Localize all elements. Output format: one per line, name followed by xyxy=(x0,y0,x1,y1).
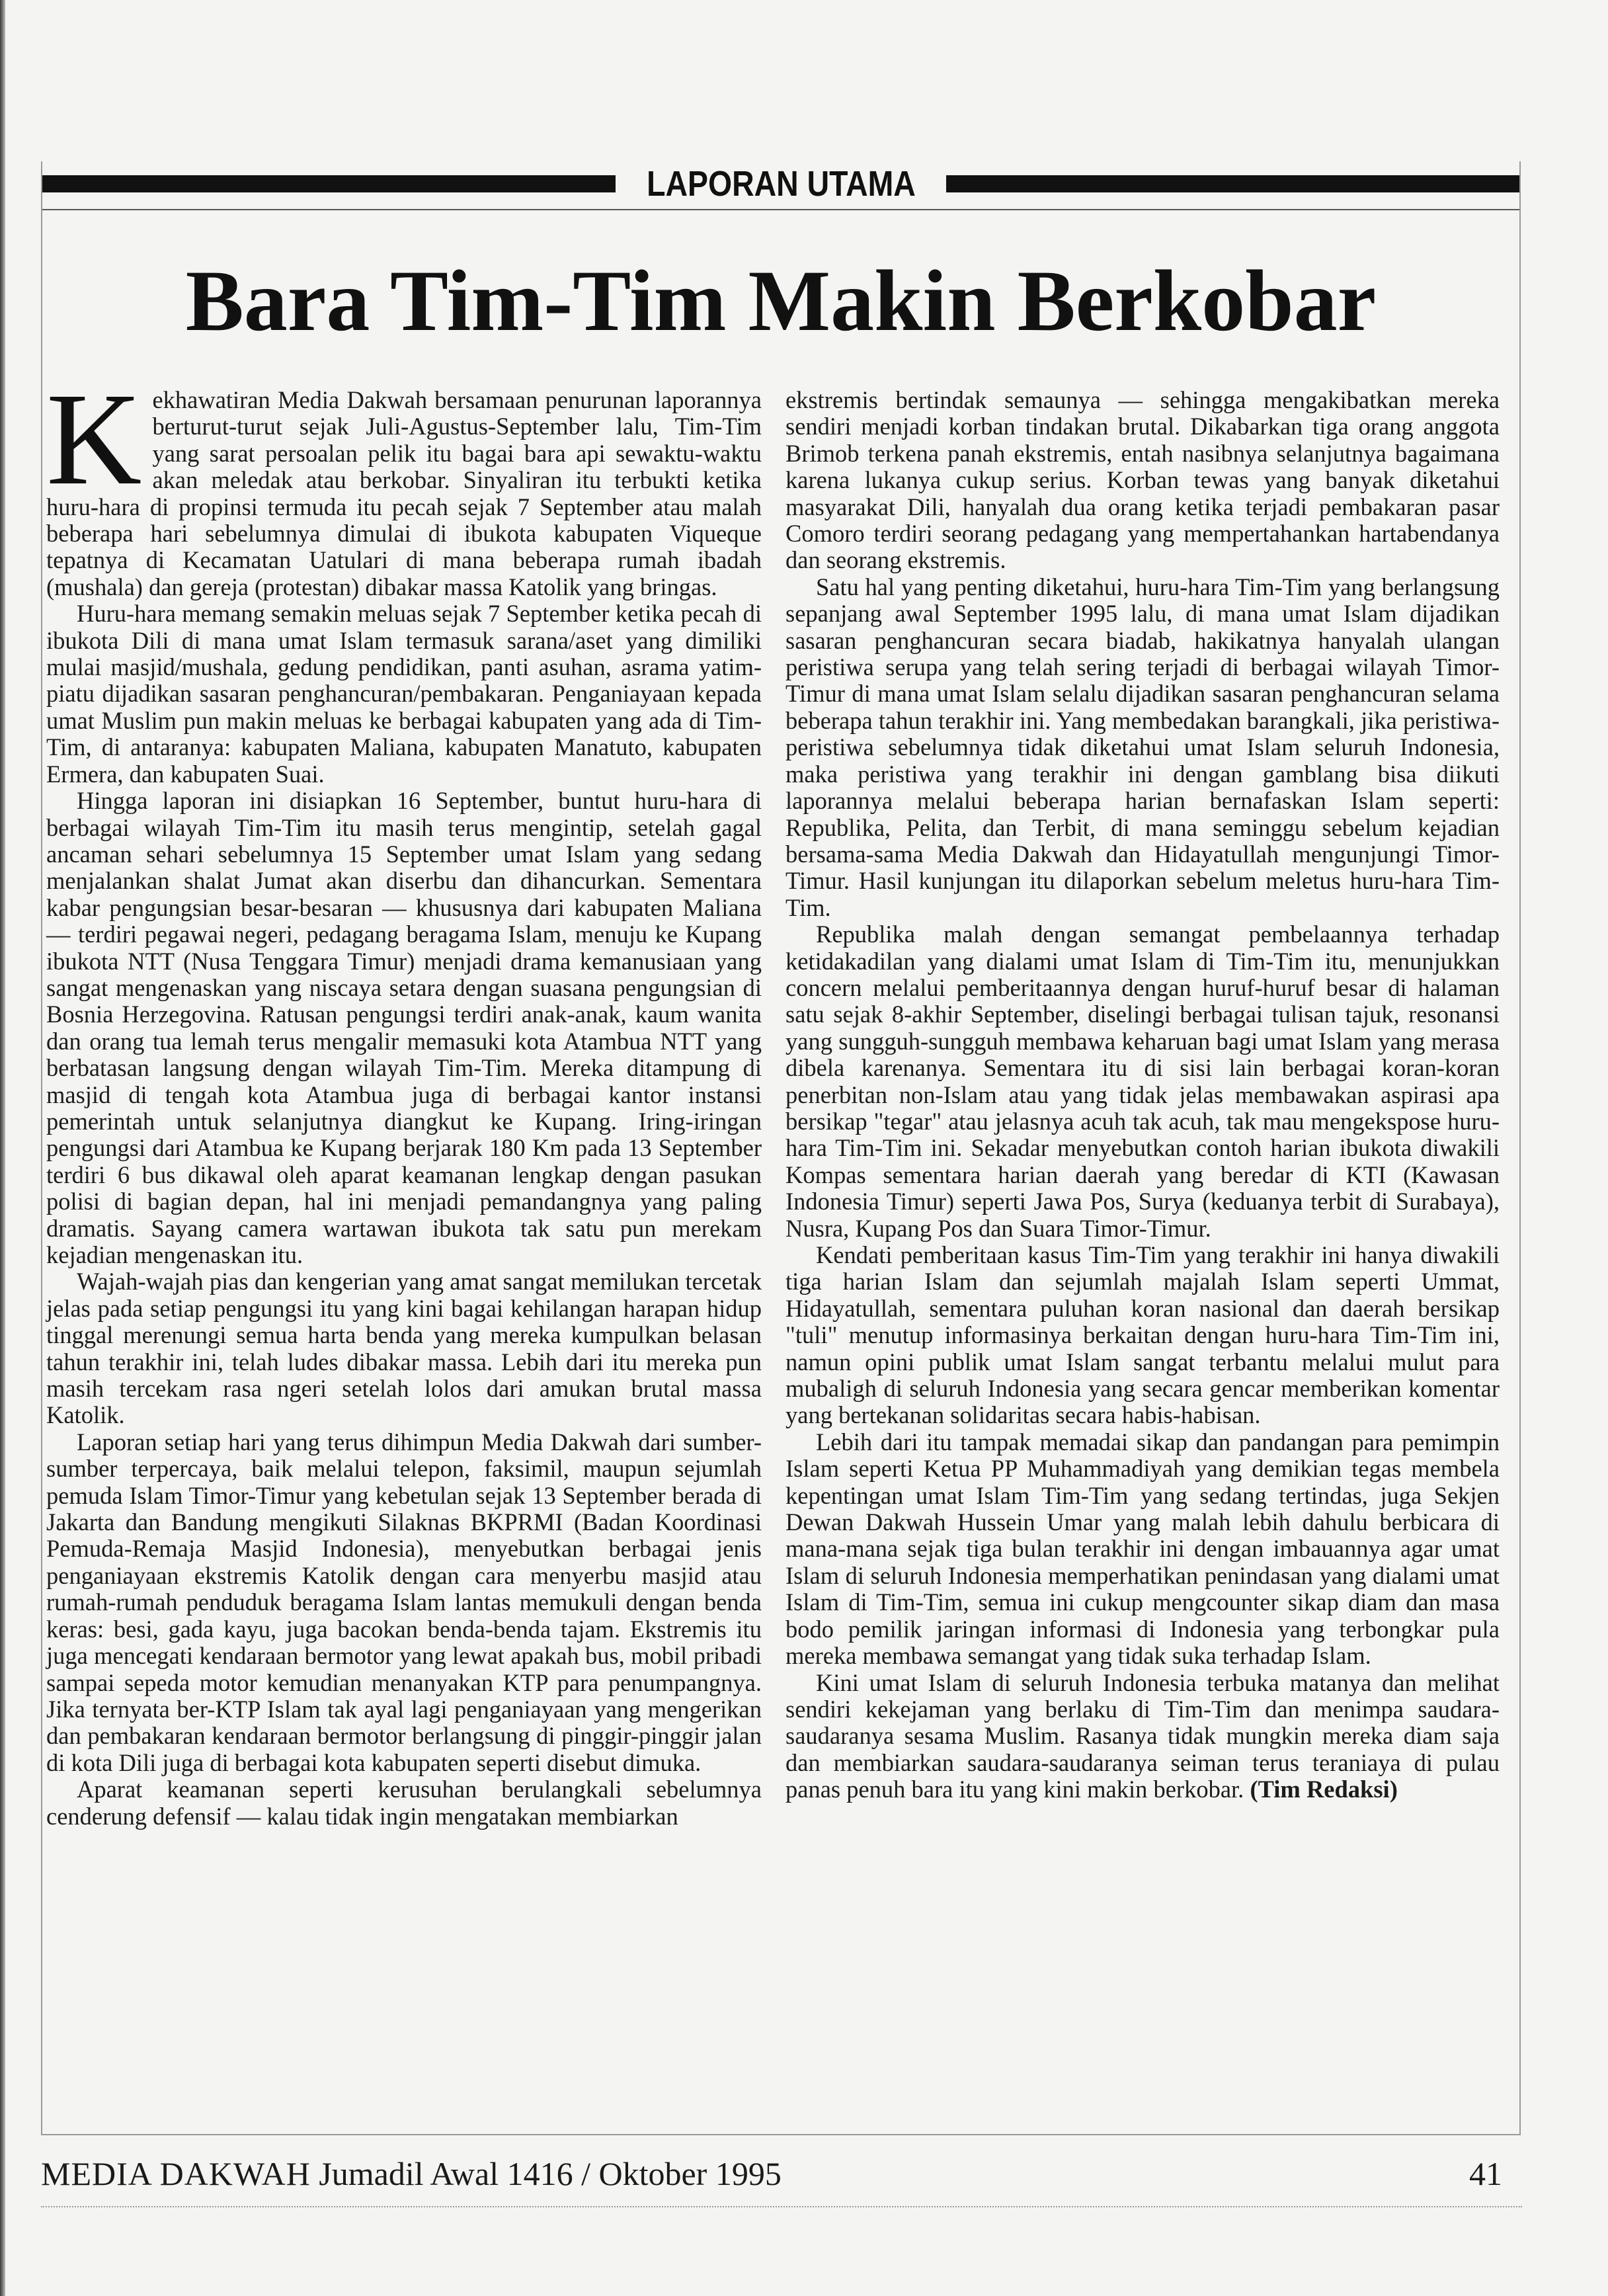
page-number: 41 xyxy=(1469,2155,1502,2192)
scan-edge xyxy=(0,0,5,2296)
right-paragraph-6-text: Kini umat Islam di seluruh Indonesia terbuka matanya dan melihat sendiri kekejaman yang berlaku di Tim-Tim dan menimpa saudara-saudaranya sesama Muslim. Rasanya tidak mungkin mereka diam saja dan membiarkan saudara-saudaranya seiman terus teraniaya di pulau panas penuh bara itu yang kini makin berkobar. xyxy=(785,1668,1500,1803)
drop-cap: K xyxy=(46,366,142,512)
author-signature: (Tim Redaksi) xyxy=(1250,1776,1398,1803)
right-paragraph-3: Republika malah dengan semangat pembelaannya terhadap ketidakadilan yang dialami umat Islam di Tim-Tim itu, menunjukkan concern melalui pemberitaannya dengan huruf-huruf besar di halaman satu sejak 8-akhir September, diselingi berbagai tulisan tajuk, resonansi yang sungguh-sungguh membawa keharuan bagi umat Islam yang merasa dibela karenanya. Sementara itu di sisi lain berbagai koran-koran penerbitan non-Islam atau yang tidak jelas membawakan aspirasi apa bersikap "tegar" atau jelasnya acuh tak acuh, tak mau mengekspose huru-hara Tim-Tim ini. Sekadar menyebutkan contoh harian ibukota diwakili Kompas sementara harian daerah yang beredar di KTI (Kawasan Indonesia Timur) seperti Jawa Pos, Surya (keduanya terbit di Surabaya), Nusra, Kupang Pos dan Suara Timor-Timur. xyxy=(785,921,1500,1242)
left-paragraph-5: Laporan setiap hari yang terus dihimpun Media Dakwah dari sumber-sumber terpercaya, baik melalui telepon, faksimil, maupun sejumlah pemuda Islam Timor-Timur yang kebetulan sejak 13 September berada di Jakarta dan Bandung mengikuti Silaknas BKPRMI (Badan Koordinasi Pemuda-Remaja Masjid Indonesia), menyebutkan berbagai jenis penganiayaan ekstremis Katolik dengan cara menyerbu masjid atau rumah-rumah penduduk beragama Islam lantas memukuli dengan benda keras: besi, gada kayu, juga bacokan benda-benda tajam. Ekstremis itu juga mencegati kendaraan bermotor yang lewat apakah bus, mobil pribadi sampai sepeda motor kemudian menanyakan KTP para penumpangnya. Jika ternyata ber-KTP Islam tak ayal lagi penganiayaan yang mengerikan dan pembakaran kendaraan bermotor berlangsung di pinggir-pinggir jalan di kota Dili juga di berbagai kota kabupaten seperti disebut dimuka. xyxy=(46,1428,762,1776)
left-paragraph-1 xyxy=(46,366,762,600)
left-column xyxy=(46,366,762,1830)
right-column xyxy=(785,387,1500,1803)
right-paragraph-6 xyxy=(785,1670,1500,1803)
left-paragraph-3: Hingga laporan ini disiapkan 16 September, buntut huru-hara di berbagai wilayah Tim-Tim itu masih terus mengintip, setelah gagal ancaman sehari sebelumnya 15 September umat Islam yang sedang menjalankan shalat Jumat akan diserbu dan dihancurkan. Sementara kabar pengungsian besar-besaran — khususnya dari kabupaten Maliana — terdiri pegawai negeri, pedagang beragama Islam, menuju ke Kupang ibukota NTT (Nusa Tenggara Timur) menjadi drama kemanusiaan yang sangat mengenaskan yang niscaya setara dengan suasana pengungsian di Bosnia Herzegovina. Ratusan pengungsi terdiri anak-anak, kaum wanita dan orang tua lemah terus mengalir memasuki kota Atambua NTT yang berbatasan langsung dengan wilayah Tim-Tim. Mereka ditampung di masjid di tengah kota Atambua juga di berbagai kantor instansi pemerintah untuk selanjutnya diangkut ke Kupang. Iring-iringan pengungsi dari Atambua ke Kupang berjarak 180 Km pada 13 September terdiri 6 bus dikawal oleh aparat keamanan lengkap dengan pasukan polisi di bagian depan, hal ini menjadi pemandangnya yang paling dramatis. Sayang camera wartawan ibukota tak satu pun merekam kejadian mengenaskan itu. xyxy=(46,787,762,1268)
left-paragraph-4: Wajah-wajah pias dan kengerian yang amat sangat memilukan tercetak jelas pada setiap pengungsi itu yang kini bagai kehilangan harapan hidup tinggal merenungi semua harta benda yang mereka kumpulkan belasan tahun terakhir ini, telah ludes dibakar massa. Lebih dari itu mereka pun masih tercekam rasa ngeri setelah lolos dari amukan brutal massa Katolik. xyxy=(46,1268,762,1429)
right-paragraph-5: Lebih dari itu tampak memadai sikap dan pandangan para pemimpin Islam seperti Ketua PP Muhammadiyah yang demikian tegas membela kepentingan umat Islam Tim-Tim yang sedang tertindas, juga Sekjen Dewan Dakwah Hussein Umar yang malah lebih dahulu berbicara di mana-mana sejak tiga bulan terakhir ini dengan imbauannya agar umat Islam di seluruh Indonesia memperhatikan penindasan yang dialami umat Islam di Tim-Tim, semua ini cukup mengcounter sikap diam dan masa bodo pemilik jaringan informasi di Indonesia yang terbongkar pula mereka membawa semangat yang tidak suka terhadap Islam. xyxy=(785,1428,1500,1670)
article-headline: Bara Tim-Tim Makin Berkobar xyxy=(185,252,1377,349)
right-paragraph-4: Kendati pemberitaan kasus Tim-Tim yang terakhir ini hanya diwakili tiga harian Islam dan sejumlah majalah Islam seperti Ummat, Hidayatullah, sementara puluhan koran nasional dan daerah bersikap "tuli" menutup informasinya berkaitan dengan huru-hara Tim-Tim ini, namun opini publik umat Islam sangat terbantu melalui mulut para mubaligh di seluruh Indonesia yang secara gencar memberikan komentar yang bertekanan solidaritas secara habis-habisan. xyxy=(785,1241,1500,1429)
left-paragraph-1-text: ekhawatiran Media Dakwah bersamaan penurunan laporannya berturut-turut sejak Juli-Agustus-September lalu, Tim-Tim yang sarat persoalan pelik itu bagai bara api sewaktu-waktu akan meledak atau berkobar. Sinyaliran itu terbukti ketika huru-hara di propinsi termuda itu pecah sejak 7 September atau malah beberapa hari sebelumnya dimulai di ibukota kabupaten Viqueque tepatnya di Kecamatan Uatulari di mana beberapa rumah ibadah (mushala) dan gereja (protestan) dibakar massa Katolik yang bringas. xyxy=(46,386,762,600)
footer-issue: Jumadil Awal 1416 / Oktober 1995 xyxy=(319,2155,782,2192)
left-paragraph-6: Aparat keamanan seperti kerusuhan berulangkali sebelumnya cenderung defensif — kalau tidak ingin mengatakan membiarkan xyxy=(46,1776,762,1830)
footer-publication xyxy=(41,2154,782,2193)
section-label: LAPORAN UTAMA xyxy=(646,164,916,204)
right-paragraph-2: Satu hal yang penting diketahui, huru-hara Tim-Tim yang berlangsung sepanjang awal September 1995 lalu, di mana umat Islam dijadikan sasaran penghancuran secara biadab, hakikatnya hanyalah ulangan peristiwa serupa yang telah sering terjadi di berbagai wilayah Timor-Timur di mana umat Islam selalu dijadikan sasaran penghancuran selama beberapa tahun terakhir ini. Yang membedakan barangkali, jika peristiwa-peristiwa sebelumnya tidak diketahui umat Islam seluruh Indonesia, maka peristiwa yang terakhir ini dengan gamblang bisa diikuti laporannya melalui beberapa harian bernafaskan Islam seperti: Republika, Pelita, dan Terbit, di mana seminggu sebelum kejadian bersama-sama Media Dakwah dan Hidayatullah mengunjungi Timor-Timur. Hasil kunjungan itu dilaporkan sebelum meletus huru-hara Tim-Tim. xyxy=(785,573,1500,921)
left-paragraph-2: Huru-hara memang semakin meluas sejak 7 September ketika pecah di ibukota Dili di mana umat Islam termasuk sarana/aset yang dimiliki mulai masjid/mushala, gedung pendidikan, panti asuhan, asrama yatim-piatu dijadikan sasaran penghancuran/pembakaran. Penganiayaan kepada umat Muslim pun makin meluas ke berbagai kabupaten yang ada di Tim-Tim, di antaranya: kabupaten Maliana, kabupaten Manatuto, kabupaten Ermera, dan kabupaten Suai. xyxy=(46,600,762,788)
page-footer xyxy=(41,2154,1522,2201)
footer-dotted-rule xyxy=(41,2206,1522,2207)
right-paragraph-1: ekstremis bertindak semaunya — sehingga mengakibatkan mereka sendiri menjadi korban tindakan brutal. Dikabarkan tiga orang anggota Brimob terkena panah ekstremis, entah nasibnya selanjutnya bagaimana karena lukanya cukup serius. Korban tewas yang banyak diketahui masyarakat Dili, hanyalah dua orang ketika terjadi pembakaran pasar Comoro terdiri seorang pedagang yang mempertahankan hartabendanya dan seorang ekstremis. xyxy=(785,386,1500,574)
footer-masthead: MEDIA DAKWAH xyxy=(41,2155,311,2192)
